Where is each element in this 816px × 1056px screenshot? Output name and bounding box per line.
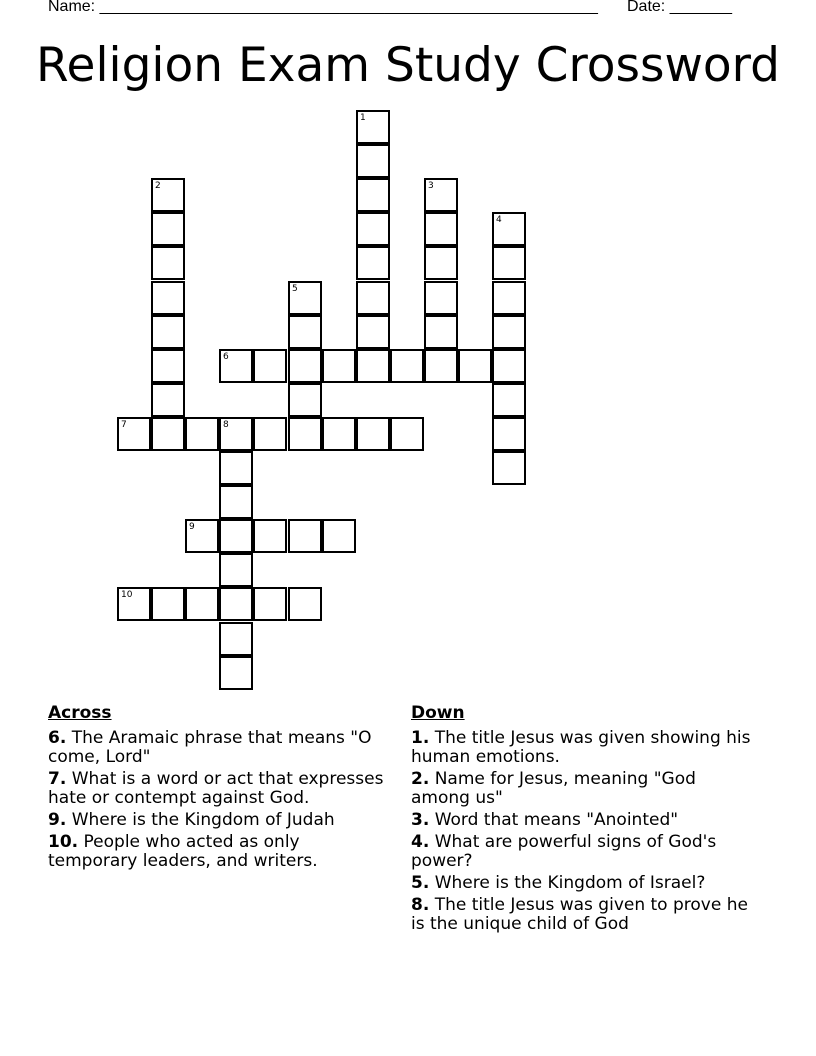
clue-number: 4 — [496, 215, 502, 225]
clue-number-label: 3. — [411, 810, 430, 830]
clue-number-label: 10. — [48, 832, 79, 852]
down-clue-list — [411, 729, 751, 934]
grid-cell[interactable] — [151, 417, 185, 451]
grid-cell[interactable] — [219, 451, 253, 485]
across-clues — [48, 703, 388, 874]
clue-text: Name for Jesus, meaning "God among us" — [411, 769, 696, 808]
grid-cell[interactable] — [492, 451, 526, 485]
grid-cell[interactable] — [492, 349, 526, 383]
grid-cell[interactable] — [356, 144, 390, 178]
grid-cell[interactable] — [117, 587, 151, 621]
grid-cell[interactable] — [253, 417, 287, 451]
grid-cell[interactable] — [185, 587, 219, 621]
across-clue — [48, 833, 388, 871]
grid-cell[interactable] — [492, 246, 526, 280]
grid-cell[interactable] — [151, 178, 185, 212]
grid-cell[interactable] — [356, 315, 390, 349]
grid-cell[interactable] — [288, 383, 322, 417]
grid-cell[interactable] — [322, 349, 356, 383]
clue-number: 3 — [428, 181, 434, 191]
down-heading: Down — [411, 703, 465, 723]
date-field-label: Date: _______ — [627, 0, 732, 15]
grid-cell[interactable] — [356, 281, 390, 315]
clue-number-label: 4. — [411, 832, 430, 852]
grid-cell[interactable] — [151, 212, 185, 246]
grid-cell[interactable] — [288, 349, 322, 383]
grid-cell[interactable] — [253, 587, 287, 621]
down-clues — [411, 703, 751, 937]
grid-cell[interactable] — [219, 656, 253, 690]
name-field-label: Name: ________________________________________________________ — [48, 0, 598, 15]
grid-cell[interactable] — [288, 519, 322, 553]
clue-number: 5 — [292, 284, 298, 294]
across-clue — [48, 811, 388, 830]
clue-text: The title Jesus was given to prove he is the unique child of God — [411, 895, 748, 934]
down-clue — [411, 874, 751, 893]
clue-number: 6 — [223, 352, 229, 362]
grid-cell[interactable] — [151, 315, 185, 349]
clue-number: 7 — [121, 420, 127, 430]
clue-number-label: 5. — [411, 873, 430, 893]
clue-number: 10 — [121, 590, 133, 600]
down-clue — [411, 770, 751, 808]
clue-number-label: 2. — [411, 769, 430, 789]
clue-text: Where is the Kingdom of Judah — [66, 810, 335, 830]
grid-cell[interactable] — [458, 349, 492, 383]
clue-number-label: 9. — [48, 810, 67, 830]
clue-text: People who acted as only temporary leaders, and writers. — [48, 832, 318, 871]
grid-cell[interactable] — [185, 519, 219, 553]
clue-text: What is a word or act that expresses hate or contempt against God. — [48, 769, 384, 808]
down-clue — [411, 811, 751, 830]
grid-cell[interactable] — [219, 417, 253, 451]
grid-cell[interactable] — [390, 417, 424, 451]
grid-cell[interactable] — [151, 349, 185, 383]
grid-cell[interactable] — [288, 281, 322, 315]
clue-text: The title Jesus was given showing his human emotions. — [411, 728, 751, 767]
grid-cell[interactable] — [288, 417, 322, 451]
grid-cell[interactable] — [322, 519, 356, 553]
grid-cell[interactable] — [424, 349, 458, 383]
grid-cell[interactable] — [492, 281, 526, 315]
grid-cell[interactable] — [151, 587, 185, 621]
clue-text: What are powerful signs of God's power? — [411, 832, 717, 871]
grid-cell[interactable] — [356, 110, 390, 144]
clue-number-label: 7. — [48, 769, 67, 789]
clue-text: Where is the Kingdom of Israel? — [429, 873, 706, 893]
grid-cell[interactable] — [356, 417, 390, 451]
clue-number-label: 8. — [411, 895, 430, 915]
grid-cell[interactable] — [219, 587, 253, 621]
clue-text: The Aramaic phrase that means "O come, Lord" — [48, 728, 372, 767]
down-clue — [411, 729, 751, 767]
clue-number: 9 — [189, 522, 195, 532]
grid-cell[interactable] — [356, 178, 390, 212]
grid-cell[interactable] — [219, 553, 253, 587]
clue-number: 8 — [223, 420, 229, 430]
grid-cell[interactable] — [424, 178, 458, 212]
grid-cell[interactable] — [151, 281, 185, 315]
grid-cell[interactable] — [424, 212, 458, 246]
grid-cell[interactable] — [356, 212, 390, 246]
grid-cell[interactable] — [492, 383, 526, 417]
grid-cell[interactable] — [219, 349, 253, 383]
grid-cell[interactable] — [492, 212, 526, 246]
grid-cell[interactable] — [253, 349, 287, 383]
grid-cell[interactable] — [219, 485, 253, 519]
clue-number-label: 6. — [48, 728, 67, 748]
across-clue — [48, 770, 388, 808]
grid-cell[interactable] — [424, 281, 458, 315]
grid-cell[interactable] — [356, 349, 390, 383]
grid-cell[interactable] — [151, 383, 185, 417]
down-clue — [411, 896, 751, 934]
grid-cell[interactable] — [492, 315, 526, 349]
grid-cell[interactable] — [219, 519, 253, 553]
grid-cell[interactable] — [492, 417, 526, 451]
grid-cell[interactable] — [424, 246, 458, 280]
clue-number: 2 — [155, 181, 161, 191]
clue-number-label: 1. — [411, 728, 430, 748]
grid-cell[interactable] — [151, 246, 185, 280]
across-clue-list — [48, 729, 388, 871]
grid-cell[interactable] — [390, 349, 424, 383]
grid-cell[interactable] — [117, 417, 151, 451]
grid-cell[interactable] — [253, 519, 287, 553]
clue-number: 1 — [360, 113, 366, 123]
grid-cell[interactable] — [288, 315, 322, 349]
grid-cell[interactable] — [219, 622, 253, 656]
grid-cell[interactable] — [185, 417, 219, 451]
grid-cell[interactable] — [356, 246, 390, 280]
across-heading: Across — [48, 703, 112, 723]
clue-text: Word that means "Anointed" — [429, 810, 679, 830]
down-clue — [411, 833, 751, 871]
across-clue — [48, 729, 388, 767]
page-title: Religion Exam Study Crossword — [36, 38, 780, 93]
grid-cell[interactable] — [424, 315, 458, 349]
grid-cell[interactable] — [322, 417, 356, 451]
grid-cell[interactable] — [288, 587, 322, 621]
